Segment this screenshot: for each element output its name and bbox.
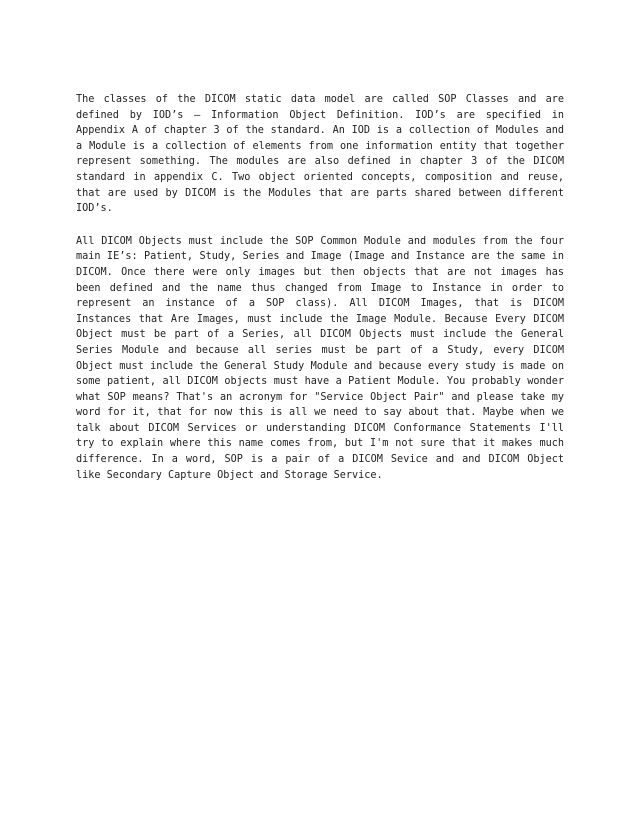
document-body: [76, 92, 564, 500]
paragraph-sop-classes: The classes of the DICOM static data model are called SOP Classes and are defined by IOD’s – Information Object Definition. IOD’s are specified in Appendix A of chapter 3 of the standard. An IOD is a collection of Modules and a Module is a collection of elements from one information entity that together represent something. The modules are also defined in chapter 3 of the DICOM standard in appendix C. Two object oriented concepts, composition and reuse, that are used by DICOM is the Modules that are parts shared between different IOD’s.: [76, 94, 564, 215]
paragraph-dicom-objects: All DICOM Objects must include the SOP Common Module and modules from the four main IE’s: Patient, Study, Series and Image (Image and Instance are the same in DICOM. Once there were only images but then objects that are not images has been defined and the name thus changed from Image to Instance in order to represent an instance of a SOP class). All DICOM Images, that is DICOM Instances that Are Images, must include the Image Module. Because Every DICOM Object must be part of a Series, all DICOM Objects must include the General Series Module and because all series must be part of a Study, every DICOM Object must include the General Study Module and because every study is made on some patient, all DICOM objects must have a Patient Module. You probably wonder what SOP means? That's an acronym for "Service Object Pair" and please take my word for it, that for now this is all we need to say about that. Maybe when we talk about DICOM Services or understanding DICOM Conformance Statements I'll try to explain where this name comes from, but I'm not sure that it makes much difference. In a word, SOP is a pair of a DICOM Sevice and and DICOM Object like Secondary Capture Object and Storage Service.: [76, 235, 564, 481]
